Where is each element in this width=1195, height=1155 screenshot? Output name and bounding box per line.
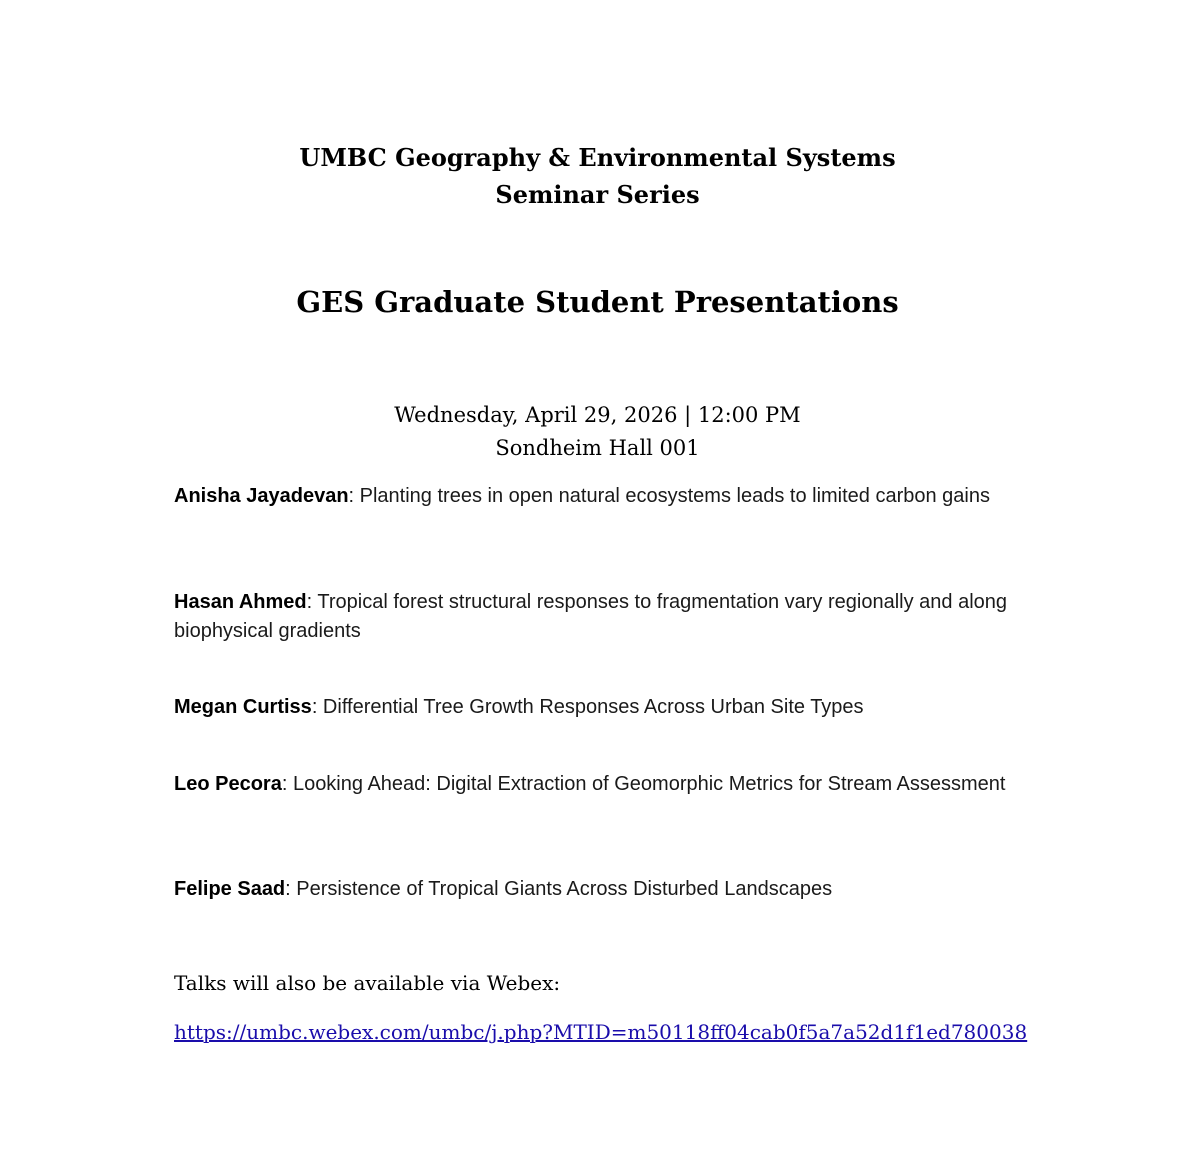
presentation-title: : Differential Tree Growth Responses Across Urban Site Types <box>311 696 864 718</box>
presentation-title: : Tropical forest structural responses to fragmentation vary regionally and along biophysical gradients <box>174 591 1008 642</box>
page-title: GES Graduate Student Presentations <box>296 285 899 319</box>
webex-note: Talks will also be available via Webex: <box>174 971 561 995</box>
presentation-item <box>174 770 1005 799</box>
presentation-title: : Persistence of Tropical Giants Across Disturbed Landscapes <box>285 878 833 900</box>
event-location: Sondheim Hall 001 <box>495 436 700 460</box>
webex-link[interactable]: https://umbc.webex.com/umbc/j.php?MTID=m50118ff04cab0f5a7a52d1f1ed780038 <box>174 1020 1028 1044</box>
presentation-item <box>174 588 1034 646</box>
event-datetime: Wednesday, April 29, 2026 | 12:00 PM <box>394 403 801 427</box>
presenter-name: Anisha Jayadevan <box>174 485 349 507</box>
presenter-name: Hasan Ahmed <box>174 591 307 613</box>
presentation-title: : Planting trees in open natural ecosystems leads to limited carbon gains <box>348 485 990 507</box>
series-title-line2: Seminar Series <box>495 180 700 209</box>
presentation-item <box>174 482 990 511</box>
series-title-line1: UMBC Geography & Environmental Systems <box>299 143 896 172</box>
presenter-name: Felipe Saad <box>174 878 286 900</box>
presenter-name: Megan Curtiss <box>174 696 312 718</box>
presentation-item <box>174 875 832 904</box>
presentation-title: : Looking Ahead: Digital Extraction of Geomorphic Metrics for Stream Assessment <box>281 773 1006 795</box>
presenter-name: Leo Pecora <box>174 773 282 795</box>
presentation-item <box>174 693 864 722</box>
